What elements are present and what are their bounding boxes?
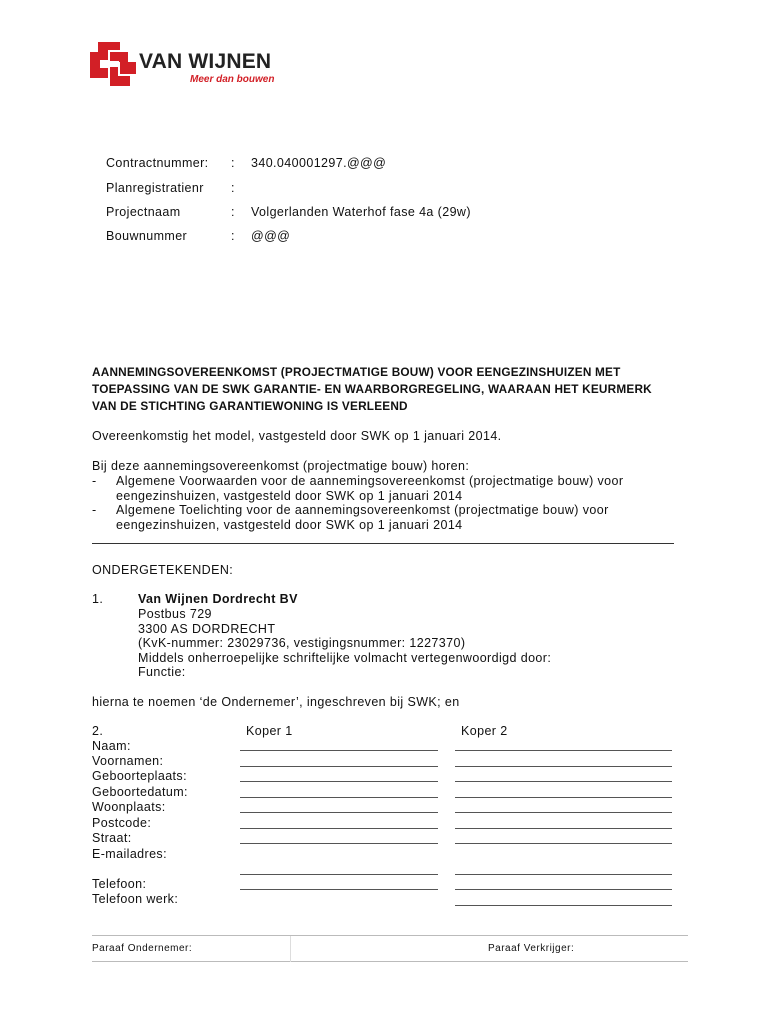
field-label-naam: Naam: bbox=[92, 739, 131, 753]
header-value-contractnummer: 340.040001297.@@@ bbox=[251, 156, 387, 170]
header-value-bouwnummer: @@@ bbox=[251, 229, 291, 243]
party1-line: Functie: bbox=[138, 665, 186, 679]
party1-number: 1. bbox=[92, 592, 104, 606]
header-label-bouwnummer: Bouwnummer bbox=[106, 229, 188, 243]
koper1-email-line[interactable] bbox=[240, 874, 438, 875]
field-label-emailadres: E-mailadres: bbox=[92, 847, 167, 861]
signatories-heading: ONDERGETEKENDEN: bbox=[92, 563, 234, 577]
header-label-contractnummer: Contractnummer: bbox=[106, 156, 209, 170]
field-label-telefoon: Telefoon: bbox=[92, 877, 147, 891]
belongs-intro: Bij deze aannemingsovereenkomst (projectmatige bouw) horen: bbox=[92, 459, 470, 473]
section-divider bbox=[92, 543, 674, 544]
koper2-geboorteplaats-line[interactable] bbox=[455, 781, 672, 782]
list-item-line: eengezinshuizen, vastgesteld door SWK op 1 januari 2014 bbox=[116, 489, 463, 503]
header-colon: : bbox=[231, 229, 235, 243]
koper2-straat-line[interactable] bbox=[455, 843, 672, 844]
party1-name: Van Wijnen Dordrecht BV bbox=[138, 592, 298, 606]
party2-number: 2. bbox=[92, 724, 104, 738]
title-line: TOEPASSING VAN DE SWK GARANTIE- EN WAARBORGREGELING, WAARAAN HET KEURMERK bbox=[92, 382, 652, 396]
footer-column-separator bbox=[290, 936, 291, 962]
koper1-postcode-line[interactable] bbox=[240, 828, 438, 829]
koper2-heading: Koper 2 bbox=[461, 724, 508, 738]
title-line: AANNEMINGSOVEREENKOMST (PROJECTMATIGE BOUW) VOOR EENGEZINSHUIZEN MET bbox=[92, 365, 621, 379]
header-label-projectnaam: Projectnaam bbox=[106, 205, 181, 219]
party1-line: 3300 AS DORDRECHT bbox=[138, 622, 276, 636]
party1-line: Middels onherroepelijke schriftelijke volmacht vertegenwoordigd door: bbox=[138, 651, 552, 665]
party1-line: Postbus 729 bbox=[138, 607, 212, 621]
header-colon: : bbox=[231, 156, 235, 170]
field-label-telefoon-werk: Telefoon werk: bbox=[92, 892, 179, 906]
list-dash: - bbox=[92, 474, 97, 488]
list-item-line: Algemene Voorwaarden voor de aannemingsovereenkomst (projectmatige bouw) voor bbox=[116, 474, 624, 488]
koper1-voornamen-line[interactable] bbox=[240, 766, 438, 767]
koper2-telefoon-line[interactable] bbox=[455, 889, 672, 890]
list-item-line: Algemene Toelichting voor de aannemingsovereenkomst (projectmatige bouw) voor bbox=[116, 503, 609, 517]
header-colon: : bbox=[231, 181, 235, 195]
koper1-woonplaats-line[interactable] bbox=[240, 812, 438, 813]
party1-line: (KvK-nummer: 23029736, vestigingsnummer: 1227370) bbox=[138, 636, 466, 650]
field-label-postcode: Postcode: bbox=[92, 816, 152, 830]
model-statement: Overeenkomstig het model, vastgesteld door SWK op 1 januari 2014. bbox=[92, 429, 502, 443]
header-label-planregistratienr: Planregistratienr bbox=[106, 181, 204, 195]
field-label-woonplaats: Woonplaats: bbox=[92, 800, 166, 814]
koper2-voornamen-line[interactable] bbox=[455, 766, 672, 767]
logo-tagline: Meer dan bouwen bbox=[190, 74, 275, 85]
koper1-straat-line[interactable] bbox=[240, 843, 438, 844]
footer-divider-top bbox=[92, 935, 688, 936]
koper1-geboorteplaats-line[interactable] bbox=[240, 781, 438, 782]
koper2-woonplaats-line[interactable] bbox=[455, 812, 672, 813]
koper1-geboortedatum-line[interactable] bbox=[240, 797, 438, 798]
koper2-naam-line[interactable] bbox=[455, 750, 672, 751]
field-label-geboorteplaats: Geboorteplaats: bbox=[92, 769, 187, 783]
koper1-heading: Koper 1 bbox=[246, 724, 293, 738]
list-dash: - bbox=[92, 503, 97, 517]
koper1-naam-line[interactable] bbox=[240, 750, 438, 751]
list-item-line: eengezinshuizen, vastgesteld door SWK op 1 januari 2014 bbox=[116, 518, 463, 532]
van-wijnen-logo-icon bbox=[90, 42, 136, 86]
field-label-geboortedatum: Geboortedatum: bbox=[92, 785, 188, 799]
field-label-voornamen: Voornamen: bbox=[92, 754, 164, 768]
koper2-postcode-line[interactable] bbox=[455, 828, 672, 829]
header-colon: : bbox=[231, 205, 235, 219]
header-value-projectnaam: Volgerlanden Waterhof fase 4a (29w) bbox=[251, 205, 471, 219]
koper2-email-line[interactable] bbox=[455, 874, 672, 875]
paraaf-ondernemer-label: Paraaf Ondernemer: bbox=[92, 943, 193, 954]
paraaf-verkrijger-label: Paraaf Verkrijger: bbox=[488, 943, 575, 954]
logo-name: VAN WIJNEN bbox=[139, 50, 272, 73]
koper2-telefoon-werk-line[interactable] bbox=[455, 905, 672, 906]
koper1-telefoon-line[interactable] bbox=[240, 889, 438, 890]
footer-divider-bottom bbox=[92, 961, 688, 962]
koper2-geboortedatum-line[interactable] bbox=[455, 797, 672, 798]
field-label-straat: Straat: bbox=[92, 831, 132, 845]
title-line: VAN DE STICHTING GARANTIEWONING IS VERLEEND bbox=[92, 399, 408, 413]
hereafter-statement: hierna te noemen ‘de Ondernemer’, ingeschreven bij SWK; en bbox=[92, 695, 460, 709]
